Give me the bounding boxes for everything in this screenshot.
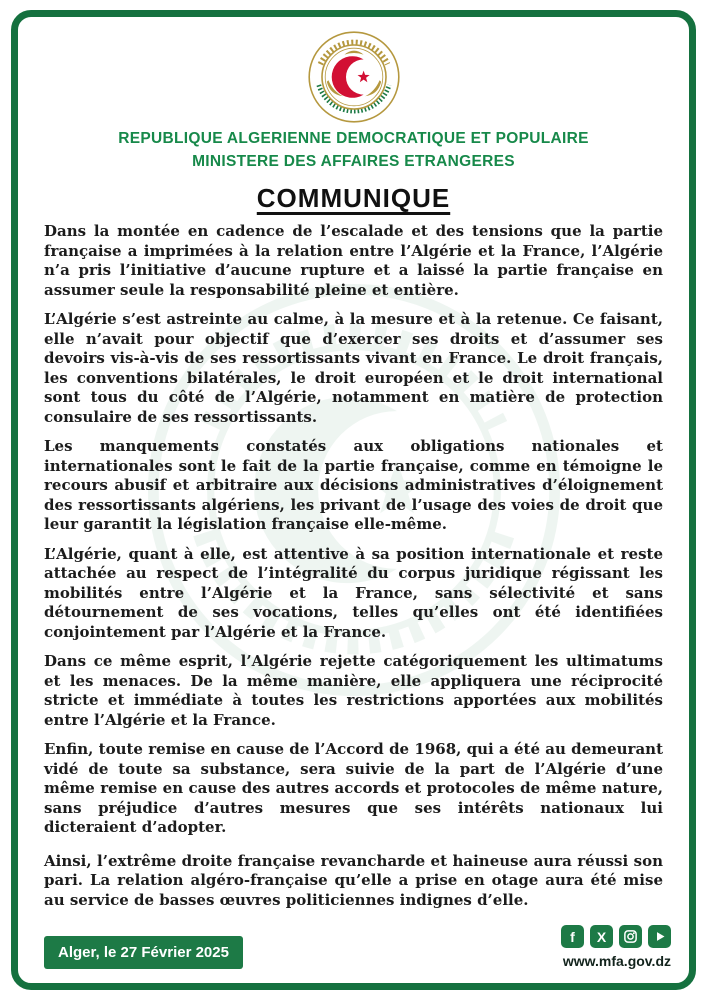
green-border-frame bbox=[11, 10, 696, 990]
instagram-icon[interactable] bbox=[619, 925, 642, 948]
paragraph-4: L’Algérie, quant à elle, est attentive à sa position internationale et reste attachée au respect de l’intégralité du corpus juridique régissant les mobilités entre l’Algérie et la France, sans sélectivité et sans détournement de ses vocations, telles qu’elles ont été identifiées conjointement par l’Algérie et la France. bbox=[44, 544, 663, 641]
communique-title: COMMUNIQUE bbox=[256, 183, 451, 213]
document-footer bbox=[44, 925, 671, 969]
paragraph-5: Dans ce même esprit, l’Algérie rejette catégoriquement les ultimatums et les menaces. De la même manière, elle appliquera une réciprocité stricte et immédiate à toutes les restrictions apportées aux mobilités entre l’Algérie et la France. bbox=[44, 652, 663, 729]
facebook-icon[interactable]: f bbox=[561, 925, 584, 948]
paragraph-7: Ainsi, l’extrême droite française revancharde et haineuse aura réussi son pari. La relation algéro-française qu’elle a prise en otage aura été mise au service de basses œuvres politiciennes indignes d’elle. bbox=[44, 851, 663, 909]
ministry-emblem-logo bbox=[306, 29, 402, 125]
x-icon[interactable]: X bbox=[590, 925, 613, 948]
social-icons-row bbox=[561, 925, 671, 948]
date-location-badge: Alger, le 27 Février 2025 bbox=[44, 936, 243, 969]
document-content bbox=[18, 17, 689, 983]
website-url: www.mfa.gov.dz bbox=[562, 953, 671, 969]
paragraph-3: Les manquements constatés aux obligations nationales et internationales sont le fait de la partie française, comme en témoigne le recours abusif et arbitraire aux décisions administratives d’éloignement des ressortissants algériens, les privant de l’usage des voies de droit que leur garantit la législation française elle-même. bbox=[44, 437, 663, 533]
youtube-icon[interactable] bbox=[648, 925, 671, 948]
paragraph-1: Dans la montée en cadence de l’escalade et des tensions que la partie française a imprimées à la relation entre l’Algérie et la France, l’Algérie n’a pris l’initiative d’aucune rupture et a laissé la partie française en assumer seule la responsabilité pleine et entière. bbox=[44, 222, 663, 299]
paragraph-2: L’Algérie s’est astreinte au calme, à la mesure et à la retenue. Ce faisant, elle n’avait pour objectif que d’exercer ses droits et d’assumer ses devoirs vis-à-vis de ses ressortissants vivant en France. Le droit français, les conventions bilatérales, le droit européen et le droit international sont tous du côté de l’Algérie, notamment en matière de protection consulaire de ses ressortissants. bbox=[44, 310, 663, 426]
document-header bbox=[44, 29, 663, 214]
paragraph-6: Enfin, toute remise en cause de l’Accord de 1968, qui a été au demeurant vidé de toute sa substance, sera suivie de la part de l’Algérie d’une même remise en cause des autres accords et protocoles de même nature, sans préjudice d’autres mesures que ses intérêts nationaux lui dicteraient d’adopter. bbox=[44, 740, 663, 836]
republic-title: REPUBLIQUE ALGERIENNE DEMOCRATIQUE ET POPULAIRE bbox=[118, 130, 589, 147]
communique-body bbox=[44, 222, 663, 910]
social-block bbox=[561, 925, 671, 969]
ministry-title: MINISTERE DES AFFAIRES ETRANGERES bbox=[192, 153, 515, 170]
